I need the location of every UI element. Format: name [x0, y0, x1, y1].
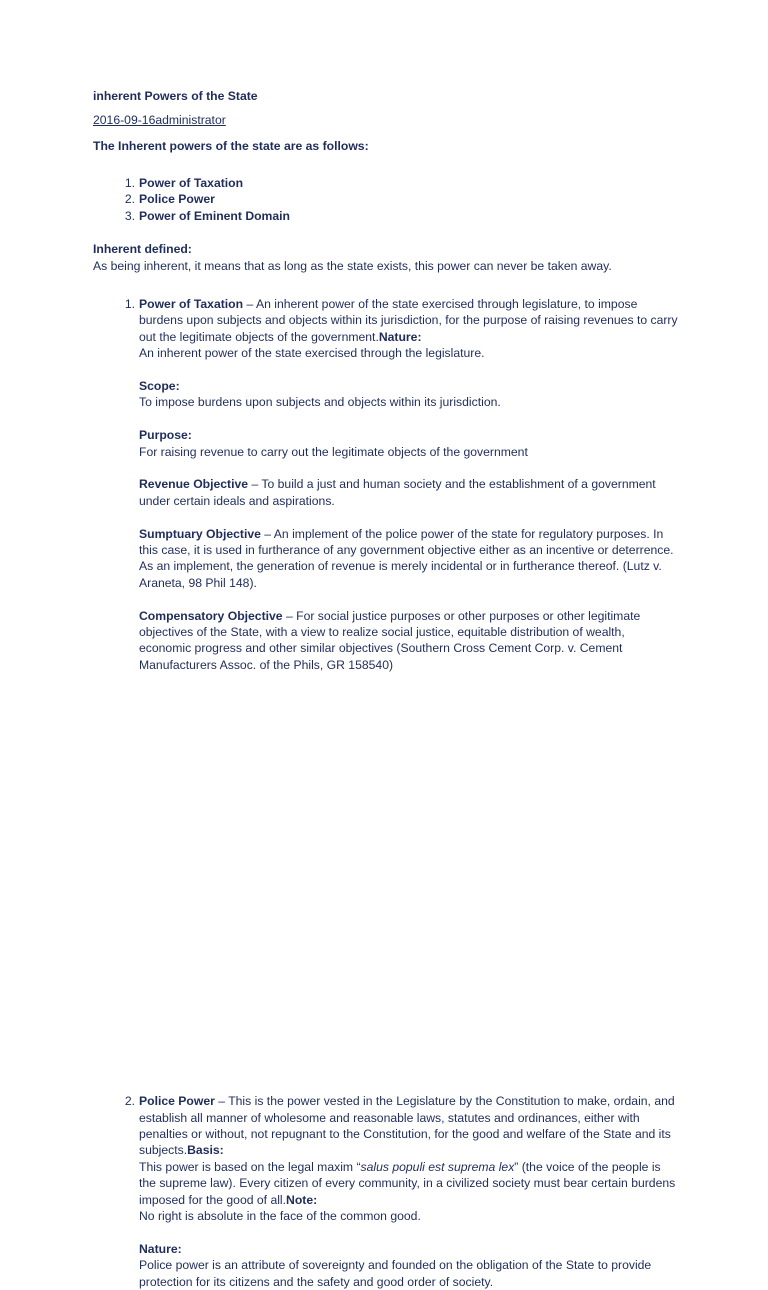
revenue-objective-label: Revenue Objective [139, 477, 249, 492]
list-number: 3. [124, 208, 135, 223]
nature-label: Nature [378, 329, 418, 344]
note-text: No right is absolute in the face of the common good. [139, 1209, 421, 1224]
basis-label: Basis [187, 1143, 220, 1158]
compensatory-objective-text: – For social justice purposes or other purposes or other legitimate objectives of the State, with a view to realize social justice, equitable distribution of wealth, economic progress and other similar objectives (Southern Cross Cement Corp. v. Cement Manufacturers Assoc. of the Phils, GR 158540) [139, 608, 641, 672]
basis-text-end: ” (the voice of the people is the supreme law). Every citizen of every community, in a civilized society must bear certain burdens imposed for the good of all. [139, 1159, 676, 1207]
list-number: 2. [124, 192, 135, 207]
list-number: 2. [124, 1094, 135, 1109]
power-label: Police Power [139, 192, 215, 207]
list-number: 1. [124, 297, 135, 311]
purpose-text: For raising revenue to carry out the legitimate objects of the government [139, 444, 528, 459]
list-item [124, 175, 290, 191]
police-nature-label: Nature [139, 1241, 178, 1256]
document-title: inherent Powers of the State [93, 89, 258, 103]
sumptuary-objective-label: Sumptuary Objective [139, 526, 261, 541]
basis-text-start: This power is based on the legal maxim “ [139, 1159, 361, 1174]
intro-heading: The Inherent powers of the state are as follows: [93, 139, 369, 153]
police-power-section: 2. Police Power – This is the power vested in the Legislature by the Constitution to make, ordain, and establish all manner of wholesome and reasonable laws, statutes and ordinances, either with penalties or without, not repugnant to the Constitution, for the good and welfare of the State and its subjects.Basis: This power is based on the legal maxim “salus populi est suprema lex” (the voice of the people is the supreme law). Every citizen of every community, in a civilized society must bear certain burdens imposed for the good of all.Note: No right is absolute in the face of the common good. Nature: Police power is an attribute of sovereignty and founded on the obligation of the State to provide protection for its citizens and the safety and good order of society. [139, 1093, 679, 1290]
inherent-defined-text: As being inherent, it means that as long as the state exists, this power can never be taken away. [93, 259, 612, 273]
list-number: 1. [124, 176, 135, 190]
list-item [124, 191, 290, 207]
compensatory-objective-label: Compensatory Objective [139, 608, 283, 623]
power-label: Power of Eminent Domain [139, 208, 291, 223]
note-label: Note [286, 1192, 314, 1207]
date-author-link[interactable]: 2016-09-16administrator [93, 113, 226, 127]
revenue-objective-text: – To build a just and human society and the establishment of a government under certain ideals and aspirations. [139, 477, 656, 508]
nature-text: An inherent power of the state exercised through the legislature. [139, 346, 485, 361]
sumptuary-objective-text: – An implement of the police power of the state for regulatory purposes. In this case, it is used in furtherance of any government objective either as an incentive or deterrence. As an implement, the generation of revenue is merely incidental or in furtherance thereof. (Lutz v. Araneta, 98 Phil 148). [139, 526, 674, 590]
scope-label: Scope [139, 379, 176, 394]
police-power-title: Police Power [139, 1094, 215, 1109]
inherent-defined-label: Inherent defined: [93, 242, 192, 256]
purpose-label: Purpose [139, 428, 188, 443]
power-label: Power of Taxation [139, 176, 244, 190]
taxation-section: 1. Power of Taxation – An inherent power of the state exercised through legislature, to impose burdens upon subjects and objects within its jurisdiction, for the purpose of raising revenues to carry out the legitimate objects of the government.Nature: An inherent power of the state exercised through the legislature. Scope: To impose burdens upon subjects and objects within its jurisdiction. Purpose: For raising revenue to carry out the legitimate objects of the government Revenue Objective – To build a just and human society and the establishment of a government under certain ideals and aspirations. Sumptuary Objective – An implement of the police power of the state for regulatory purposes. In this case, it is used in furtherance of any government objective either as an incentive or deterrence. As an implement, the generation of revenue is merely incidental or in furtherance thereof. (Lutz v. Araneta, 98 Phil 148). Compensatory Objective – For social justice purposes or other purposes or other legitimate objectives of the State, with a view to realize social justice, equitable distribution of wealth, economic progress and other similar objectives (Southern Cross Cement Corp. v. Cement Manufacturers Assoc. of the Phils, GR 158540) [139, 296, 679, 673]
legal-maxim: salus populi est suprema lex [360, 1159, 515, 1174]
list-item [124, 208, 291, 224]
taxation-description: – An inherent power of the state exercised through legislature, to impose burdens upon subjects and objects within its jurisdiction, for the purpose of raising revenues to carry out the legitimate objects of the government. [139, 297, 678, 344]
taxation-title: Power of Taxation [139, 297, 244, 311]
powers-list [124, 175, 291, 224]
scope-text: To impose burdens upon subjects and objects within its jurisdiction. [139, 395, 501, 410]
police-nature-text: Police power is an attribute of sovereignty and founded on the obligation of the State to provide protection for its citizens and the safety and good order of society. [139, 1258, 652, 1289]
police-power-description: – This is the power vested in the Legislature by the Constitution to make, ordain, and establish all manner of wholesome and reasonable laws, statutes and ordinances, either with penalties or without, not repugnant to the Constitution, for the good and welfare of the State and its subjects. [139, 1094, 675, 1158]
